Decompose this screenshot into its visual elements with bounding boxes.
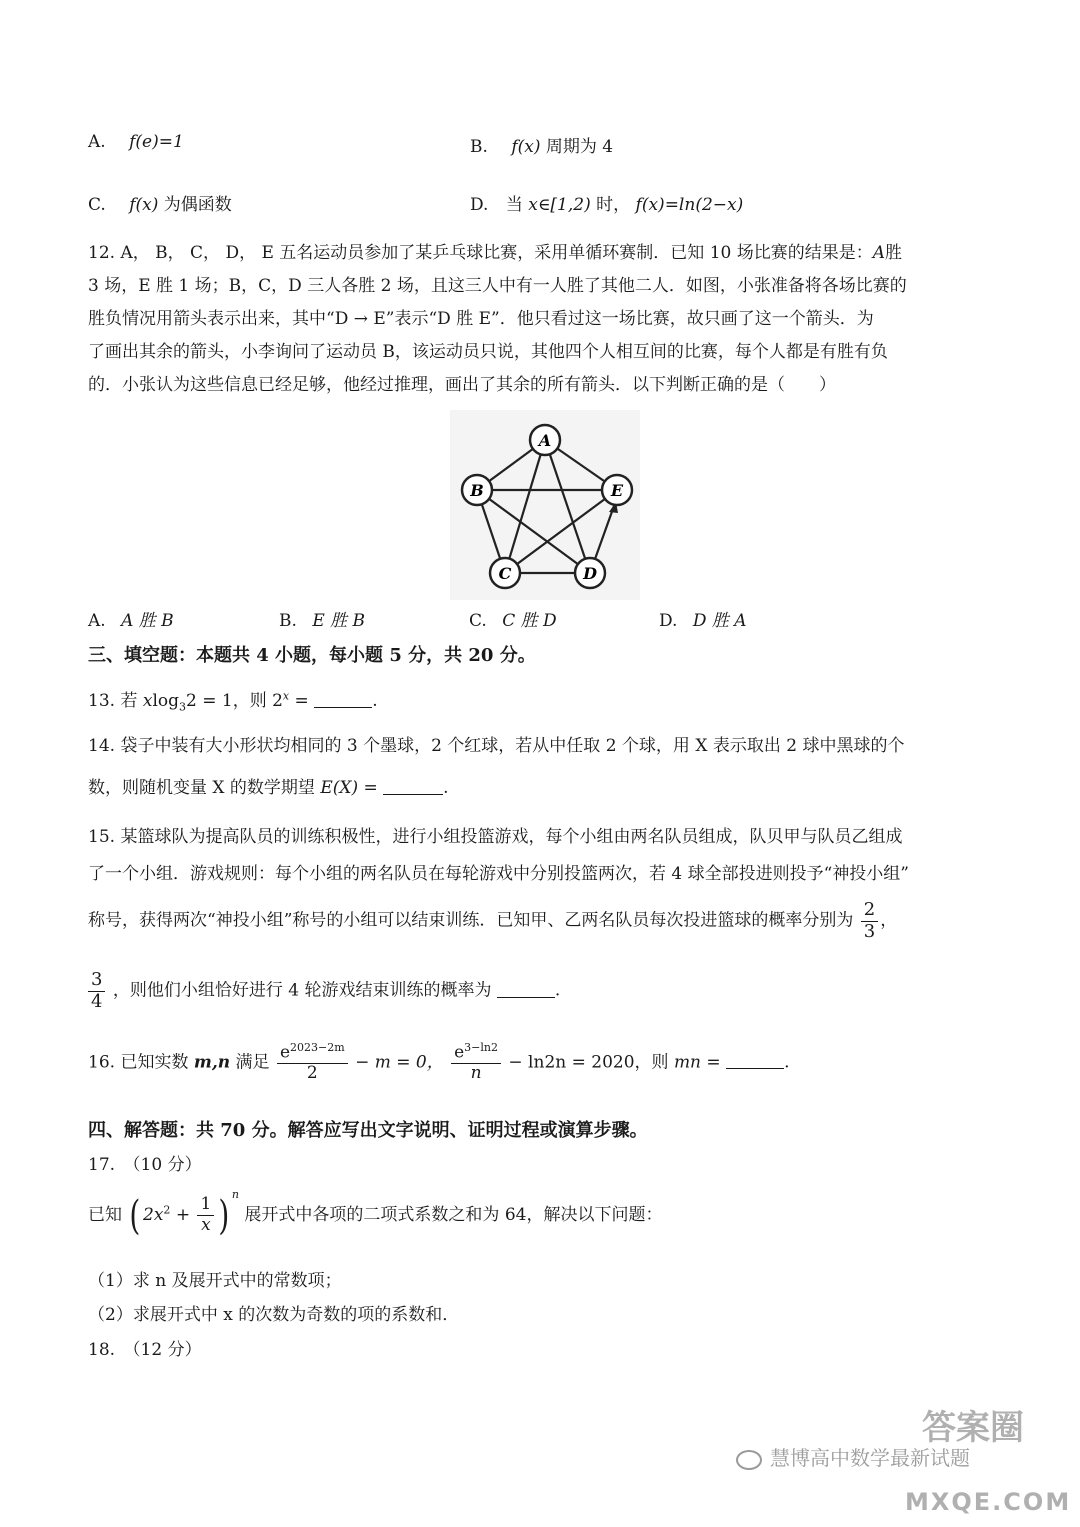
node-a xyxy=(530,425,560,455)
option-expression: f(e)=1 xyxy=(129,132,184,152)
node-label: A xyxy=(538,431,552,450)
q12-line-5: 的．小张认为这些信息已经足够，他经过推理，画出了其余的所有箭头．以下判断正确的是（ ） xyxy=(88,375,836,395)
left-paren: ( xyxy=(129,1192,141,1239)
option-text: C 胜 D xyxy=(502,611,557,631)
answer-blank[interactable] xyxy=(497,997,555,998)
question-number: 13. xyxy=(88,691,116,711)
question-text: ，则他们小组恰好进行 4 轮游戏结束训练的概率为 xyxy=(112,980,492,1001)
q17-sub-2: （2）求展开式中 x 的次数为奇数的项的系数和． xyxy=(88,1305,460,1325)
q17-sub-1: （1）求 n 及展开式中的常数项； xyxy=(88,1271,342,1291)
q12-option-c xyxy=(469,606,557,631)
q12-line-3: 胜负情况用箭头表示出来，其中“D → E”表示“D 胜 E”．他只看过这一场比赛，故只画了这一个箭头．为 xyxy=(88,309,874,329)
math-sup: 2 xyxy=(163,1203,171,1217)
option-condition: x∈[1,2) xyxy=(528,195,591,215)
q18-heading: 18. （12 分） xyxy=(88,1340,202,1360)
fraction-numerator xyxy=(451,1042,501,1064)
q15-line-4 xyxy=(88,970,560,1012)
question-text: 某篮球队为提高队员的训练积极性，进行小组投篮游戏，每个小组由两名队员组成，队贝甲与队员乙组成 xyxy=(120,827,903,847)
math-op: + xyxy=(175,1205,191,1225)
right-paren: ) xyxy=(218,1192,230,1239)
q15-line-2: 了一个小组．游戏规则：每个小组的两名队员在每轮游戏中分别投篮两次，若 4 球全部投进则投予“神投小组” xyxy=(88,864,910,884)
fraction-numerator: 3 xyxy=(88,970,105,992)
question-text: 2 = 1，则 2 xyxy=(186,691,283,711)
question-text: . xyxy=(372,691,378,711)
question-text: 满足 xyxy=(235,1052,270,1073)
option-label: D. xyxy=(659,611,678,631)
fraction-denominator: 3 xyxy=(863,920,876,942)
q17-heading: 17. （10 分） xyxy=(88,1155,202,1175)
q12-option-b xyxy=(279,606,365,631)
question-text: 袋子中装有大小形状均相同的 3 个墨球，2 个红球，若从中任取 2 个球，用 X 表示取出 2 球中黑球的个 xyxy=(120,736,905,756)
question-text: 数，则随机变量 X 的数学期望 xyxy=(88,778,315,798)
option-label: D. xyxy=(470,195,489,215)
node-label: B xyxy=(470,481,484,500)
option-label: C. xyxy=(469,611,487,631)
math-base: e xyxy=(454,1042,465,1063)
math-expression: mn = xyxy=(673,1052,721,1073)
option-label: B. xyxy=(470,137,488,157)
watermark-text: 慧博高中数学最新试题 xyxy=(770,1446,970,1470)
question-text: . xyxy=(443,778,449,798)
q12-line-4: 了画出其余的箭头，小李询问了运动员 B，该运动员只说，其他四个人相互间的比赛，每个人都是有胜有负 xyxy=(88,342,888,362)
node-e xyxy=(602,475,632,505)
q16 xyxy=(88,1042,789,1084)
wechat-icon xyxy=(736,1450,762,1470)
question-text: 胜 xyxy=(885,243,903,263)
node-c xyxy=(490,558,520,588)
node-d xyxy=(575,558,605,588)
option-label: C. xyxy=(88,195,106,215)
q15-line-1 xyxy=(88,822,902,847)
math-expression: − ln2n = 2020，则 xyxy=(508,1052,669,1073)
math-sup: n xyxy=(231,1188,240,1201)
question-text: A xyxy=(872,243,886,263)
math-sup: 2023−2m xyxy=(290,1041,345,1054)
section-3-heading: 三、填空题：本题共 4 小题，每小题 5 分，共 20 分。 xyxy=(88,645,536,666)
answer-blank[interactable] xyxy=(383,794,443,795)
answer-blank[interactable] xyxy=(314,707,372,708)
math-term: 2x xyxy=(143,1205,164,1225)
q12-option-a xyxy=(88,606,174,631)
option-label: B. xyxy=(279,611,297,631)
option-text: A 胜 B xyxy=(121,611,174,631)
math-sub: 3 xyxy=(179,700,187,714)
watermark-logo: 答案圈 xyxy=(922,1408,1024,1448)
question-text: 若 xyxy=(120,691,138,711)
question-text: 展开式中各项的二项式系数之和为 64，解决以下问题： xyxy=(244,1205,663,1225)
q11-option-d xyxy=(470,190,743,215)
q11-option-a xyxy=(88,132,184,152)
fraction-1-x xyxy=(197,1195,214,1235)
node-label: C xyxy=(498,564,512,583)
option-text: 为偶函数 xyxy=(163,195,232,215)
option-text: 当 xyxy=(505,195,523,215)
math-log: log xyxy=(152,691,180,711)
question-number: 12. xyxy=(88,243,116,263)
node-label: D xyxy=(583,564,597,583)
math-vars: m,n xyxy=(193,1052,231,1073)
math-sup: x xyxy=(282,689,290,703)
math-base: e xyxy=(279,1042,291,1063)
fraction-2 xyxy=(451,1042,501,1084)
fraction-numerator: 1 xyxy=(197,1195,214,1216)
math-expression: E(X) = xyxy=(320,778,378,798)
math-sup: 3−ln2 xyxy=(464,1041,498,1054)
fraction-3-4 xyxy=(88,970,105,1012)
option-text: D 胜 A xyxy=(692,611,747,631)
question-number: 15. xyxy=(88,827,116,847)
node-b xyxy=(462,475,492,505)
fraction-denominator: 4 xyxy=(91,990,103,1012)
question-text: 称号，获得两次“神投小组”称号的小组可以结束训练．已知甲、乙两名队员每次投进篮球的概率分别为 xyxy=(88,910,854,931)
q13 xyxy=(88,686,378,713)
question-text: . xyxy=(784,1052,790,1073)
option-label: A. xyxy=(88,132,106,152)
option-text: E 胜 B xyxy=(312,611,366,631)
fraction-denominator: 2 xyxy=(306,1063,318,1084)
question-number: 16. xyxy=(88,1052,116,1073)
section-4-heading: 四、解答题：共 70 分。解答应写出文字说明、证明过程或演算步骤。 xyxy=(88,1120,648,1141)
q12-option-d xyxy=(659,606,747,631)
q12-line-1 xyxy=(88,238,902,263)
q14-line-1 xyxy=(88,731,904,756)
option-text: 周期为 4 xyxy=(545,137,614,157)
q15-line-3 xyxy=(88,900,897,942)
q12-line-2: 3 场，E 胜 1 场；B，C，D 三人各胜 2 场，且这三人中有一人胜了其他二人．如图，小张准备将各场比赛的 xyxy=(88,276,907,296)
math-expression: − m = 0， xyxy=(355,1052,444,1073)
question-number: 14. xyxy=(88,736,116,756)
option-expression: f(x)=ln(2−x) xyxy=(635,195,744,215)
option-label: A. xyxy=(88,611,106,631)
q11-option-b xyxy=(470,132,613,157)
q17-stem xyxy=(88,1188,662,1239)
watermark-site: MXQE.COM xyxy=(905,1488,1072,1516)
node-label: E xyxy=(610,481,624,500)
fraction-numerator: 2 xyxy=(861,900,878,922)
option-expression: f(x) xyxy=(511,137,541,157)
math-var: x xyxy=(142,691,153,711)
fraction-denominator: x xyxy=(201,1215,211,1235)
question-text: 已知实数 xyxy=(120,1052,189,1073)
question-text: 已知 xyxy=(88,1205,122,1225)
q11-option-c xyxy=(88,190,232,215)
tournament-diagram xyxy=(450,410,640,600)
fraction-numerator xyxy=(277,1042,348,1064)
question-text: . xyxy=(554,980,561,1001)
fraction-denominator: n xyxy=(470,1063,482,1084)
answer-blank[interactable] xyxy=(726,1068,784,1069)
option-expression: f(x) xyxy=(129,195,159,215)
option-text: 时， xyxy=(596,195,631,215)
question-text: A， B， C， D， E 五名运动员参加了某乒乓球比赛，采用单循环赛制．已知 10 场比赛的结果是： xyxy=(120,243,873,263)
fraction-2-3 xyxy=(861,900,878,942)
question-text: ， xyxy=(880,910,898,931)
q14-line-2 xyxy=(88,773,449,798)
question-text: = xyxy=(289,691,309,711)
fraction-1 xyxy=(277,1042,348,1084)
